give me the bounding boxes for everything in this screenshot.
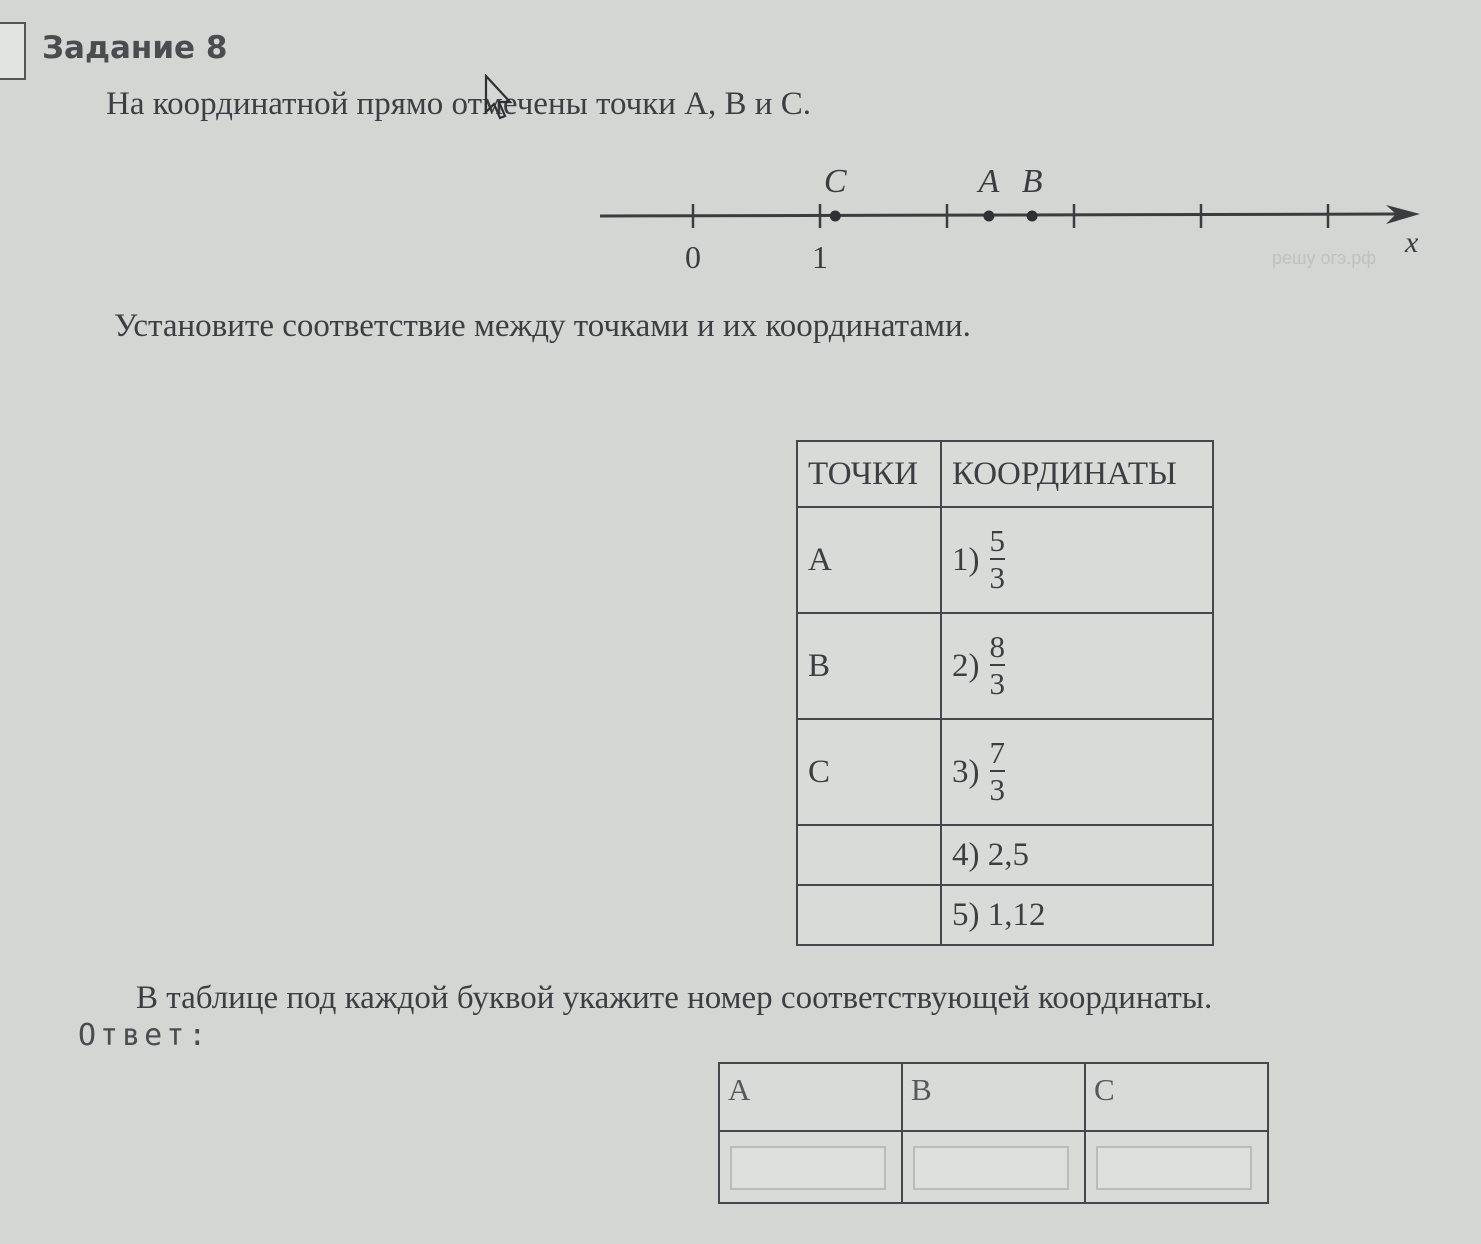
numerator: 8	[989, 629, 1005, 665]
tick-label-0: 0	[685, 239, 701, 275]
instruction-text: Установите соответствие между точками и их координатами.	[114, 308, 971, 344]
point-cell: C	[797, 719, 941, 825]
point-c	[830, 211, 841, 222]
option-number: 3)	[952, 753, 980, 790]
answer-input-b[interactable]	[913, 1146, 1069, 1190]
denominator: 3	[989, 666, 1005, 701]
answer-header-b: B	[902, 1063, 1085, 1131]
point-label-c: C	[823, 163, 847, 200]
point-cell	[797, 885, 941, 945]
task-title: Задание 8	[42, 30, 228, 66]
coordinate-cell	[941, 507, 1213, 613]
answer-input-a[interactable]	[730, 1146, 886, 1190]
point-cell: A	[797, 507, 941, 613]
number-line	[590, 160, 1430, 280]
coordinate-cell	[941, 719, 1213, 825]
tick-label-1: 1	[812, 239, 828, 275]
answer-input-c[interactable]	[1096, 1146, 1252, 1190]
point-cell	[797, 825, 941, 885]
fraction	[990, 737, 1006, 806]
task-checkbox[interactable]	[0, 22, 26, 80]
denominator: 3	[989, 772, 1005, 807]
mouse-cursor-icon	[480, 74, 520, 124]
task-intro: На координатной прямо отмечены точки A, B и C.	[106, 86, 811, 122]
numerator: 7	[989, 735, 1005, 771]
point-cell: B	[797, 613, 941, 719]
table-row	[797, 719, 1213, 825]
watermark: решу огэ.рф	[1272, 248, 1377, 268]
coordinate-cell	[941, 613, 1213, 719]
coordinate-cell: 4) 2,5	[941, 825, 1213, 885]
answer-header-c: C	[1085, 1063, 1268, 1131]
answer-instruction: В таблице под каждой буквой укажите номер соответствующей координаты.	[136, 980, 1213, 1016]
point-a	[983, 211, 994, 222]
header-coordinates: КООРДИНАТЫ	[941, 441, 1213, 507]
fraction	[990, 525, 1006, 594]
denominator: 3	[989, 560, 1005, 595]
axis-label-x: x	[1405, 226, 1419, 259]
answer-cell-a	[719, 1131, 902, 1203]
coordinate-cell: 5) 1,12	[941, 885, 1213, 945]
fraction	[990, 631, 1006, 700]
point-label-b: B	[1021, 163, 1043, 200]
answer-label: Ответ:	[78, 1018, 211, 1053]
answer-cell-b	[902, 1131, 1085, 1203]
answer-table	[718, 1062, 1269, 1204]
table-row	[797, 507, 1213, 613]
table-row	[797, 613, 1213, 719]
point-b	[1027, 211, 1038, 222]
matching-table	[796, 440, 1214, 946]
table-row	[797, 885, 1213, 945]
header-points: ТОЧКИ	[797, 441, 941, 507]
numerator: 5	[989, 523, 1005, 559]
option-number: 1)	[952, 541, 980, 578]
point-label-a: A	[978, 163, 1000, 200]
answer-header-a: A	[719, 1063, 902, 1131]
option-number: 2)	[952, 647, 980, 684]
table-row	[797, 825, 1213, 885]
answer-cell-c	[1085, 1131, 1268, 1203]
